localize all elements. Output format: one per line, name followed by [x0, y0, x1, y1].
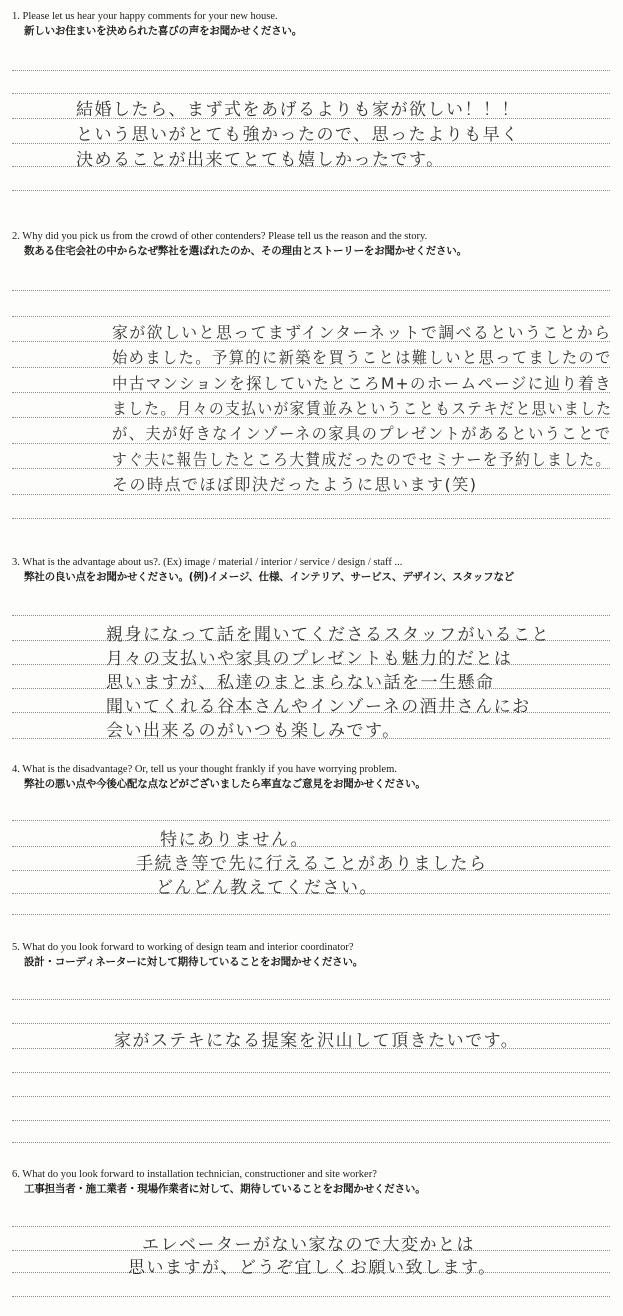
answer-line [12, 190, 610, 191]
answer-line [12, 70, 610, 71]
question-5-english: 5. What do you look forward to working of design team and interior coordinator? [12, 942, 354, 953]
question-4 [12, 763, 612, 792]
answer-line [12, 1023, 610, 1024]
answer-line [12, 615, 610, 616]
handwritten-answer-line: ました。月々の支払いが家賃並みということもステキだと思いました [112, 399, 613, 418]
handwritten-answer-line: 親身になって話を聞いてくださるスタッフがいること [106, 625, 550, 645]
answer-line [12, 518, 610, 519]
question-6 [12, 1168, 612, 1197]
handwritten-answer-line: 結婚したら、まず式をあげるよりも家が欲しい！！！ [76, 100, 520, 120]
handwritten-answer-line: 家が欲しいと思ってまずインターネットで調べるということから [112, 323, 612, 342]
answer-line [12, 1296, 610, 1297]
answer-line [12, 1142, 610, 1143]
answer-line [12, 914, 610, 915]
handwritten-answer-line: すぐ夫に報告したところ大賛成だったのでセミナーを予約しました。 [112, 450, 612, 469]
handwritten-answer-line: 家がステキになる提案を沢山して頂きたいです。 [114, 1031, 520, 1051]
answer-line [12, 1096, 610, 1097]
handwritten-answer-line: エレベーターがない家なので大変かとは [142, 1235, 475, 1255]
question-1-japanese: 新しいお住まいを決められた喜びの声をお聞かせください。 [24, 25, 303, 37]
question-2-english: 2. Why did you pick us from the crowd of other contenders? Please tell us the reason and the story. [12, 231, 428, 242]
answer-line [12, 1072, 610, 1073]
question-6-english: 6. What do you look forward to installation technician, constructioner and site worker? [12, 1169, 377, 1180]
answer-line [12, 1120, 610, 1121]
handwritten-answer-line: 月々の支払いや家具のプレゼントも魅力的だとは [106, 649, 513, 669]
answer-line [12, 290, 610, 291]
handwritten-answer-line: 手続き等で先に行えることがありましたら [136, 854, 488, 874]
answer-line [12, 93, 610, 94]
handwritten-answer-line: その時点でほぼ即決だったように思います(笑) [112, 475, 478, 494]
answer-line [12, 316, 610, 317]
question-2-japanese: 数ある住宅会社の中からなぜ弊社を選ばれたのか、その理由とストーリーをお聞かせください。 [24, 245, 467, 257]
handwritten-answer-line: 会い出来るのがいつも楽しみです。 [106, 721, 401, 741]
question-3-english: 3. What is the advantage about us?. (Ex) image / material / interior / service / design / staff ... [12, 557, 403, 568]
handwritten-answer-line: どんどん教えてください。 [156, 878, 378, 898]
question-4-english: 4. What is the disadvantage? Or, tell us your thought frankly if you have worrying problem. [12, 764, 397, 775]
question-1 [12, 10, 612, 39]
question-5 [12, 941, 612, 970]
answer-line [12, 820, 610, 821]
handwritten-answer-line: 思いますが、私達のまとまらない話を一生懸命 [106, 673, 495, 693]
handwritten-answer-line: 始めました。予算的に新築を買うことは難しいと思ってましたので [112, 348, 612, 367]
question-5-japanese: 設計・コーディネーターに対して期待していることをお聞かせください。 [24, 956, 364, 968]
handwritten-answer-line: が、夫が好きなインゾーネの家具のプレゼントがあるということで [112, 424, 612, 443]
handwritten-answer-line: 特にありません。 [160, 830, 310, 850]
question-1-english: 1. Please let us hear your happy comments for your new house. [12, 11, 278, 22]
handwritten-answer-line: という思いがとても強かったので、思ったよりも早く [76, 125, 520, 145]
handwritten-answer-line: 中古マンションを探していたところM+のホームページに辿り着き [112, 374, 612, 393]
question-4-japanese: 弊社の悪い点や今後心配な点などがございましたら率直なご意見をお聞かせください。 [24, 778, 426, 790]
answer-line [12, 999, 610, 1000]
handwritten-answer-line: 思いますが、どうぞ宜しくお願い致します。 [128, 1258, 497, 1278]
handwritten-answer-line: 決めることが出来てとても嬉しかったです。 [76, 150, 445, 170]
handwritten-answer-line: 聞いてくれる谷本さんやインゾーネの酒井さんにお [106, 697, 531, 717]
answer-line [12, 846, 610, 847]
question-3-japanese: 弊社の良い点をお聞かせください。(例)イメージ、仕様、インテリア、サービス、デザイン、スタッフなど [24, 571, 515, 583]
question-6-japanese: 工事担当者・施工業者・現場作業者に対して、期待していることをお聞かせください。 [24, 1183, 426, 1195]
question-3 [12, 556, 612, 585]
answer-line [12, 1226, 610, 1227]
question-2 [12, 230, 612, 259]
